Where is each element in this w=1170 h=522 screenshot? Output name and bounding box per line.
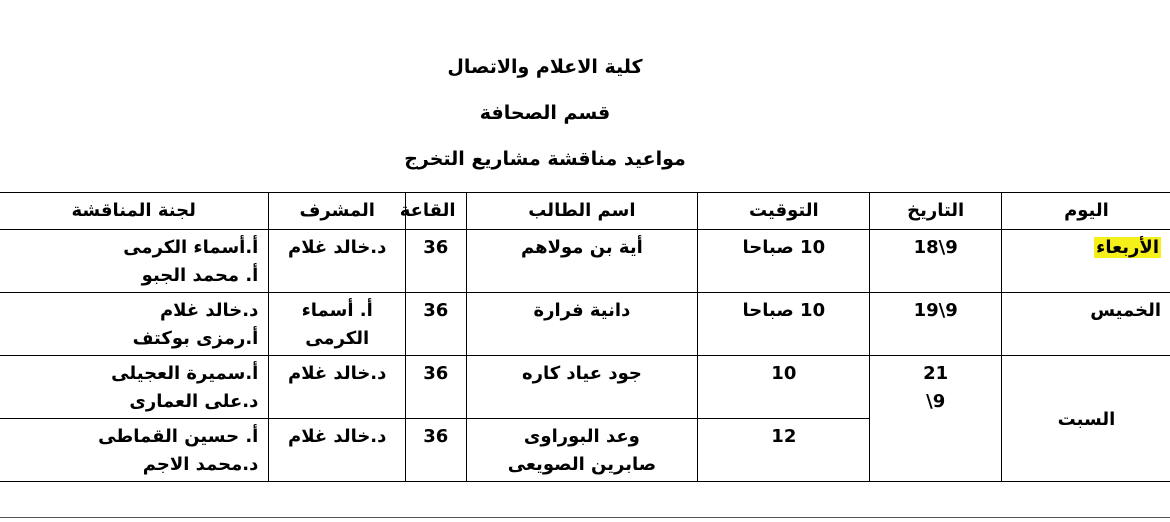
department-title: قسم الصحافة xyxy=(479,102,611,124)
committee-cell xyxy=(0,293,269,356)
student-name: وعد البوراوى xyxy=(523,426,640,447)
column-header-date: التاريخ xyxy=(870,193,1001,230)
time-cell: 10 صباحا xyxy=(698,230,870,293)
column-header-student: اسم الطالب xyxy=(466,193,698,230)
supervisor-cell: د.خالد غلام xyxy=(269,230,406,293)
time-cell: 12 xyxy=(698,419,870,482)
date-line: 21 xyxy=(923,363,949,384)
day-cell xyxy=(1001,230,1170,293)
faculty-title: كلية الاعلام والاتصال xyxy=(447,56,643,78)
column-header-committee: لجنة المناقشة xyxy=(0,193,269,230)
table-row xyxy=(0,230,1170,293)
supervisor-cell xyxy=(269,293,406,356)
committee-member: د.على العمارى xyxy=(129,391,259,412)
committee-member: د.محمد الاجم xyxy=(142,454,259,475)
supervisor-line: أ. أسماء xyxy=(301,300,373,321)
column-header-supervisor: المشرف xyxy=(269,193,406,230)
column-header-hall: القاعة xyxy=(406,193,467,230)
committee-member: أ.رمزى بوكتف xyxy=(132,328,259,349)
table-row xyxy=(0,293,1170,356)
time-cell: 10 صباحا xyxy=(698,293,870,356)
hall-cell: 36 xyxy=(406,293,467,356)
supervisor-cell: د.خالد غلام xyxy=(269,419,406,482)
committee-member: د.خالد غلام xyxy=(159,300,259,321)
date-cell: 9\19 xyxy=(870,293,1001,356)
schedule-table xyxy=(0,192,1170,482)
column-header-day: اليوم xyxy=(1001,193,1170,230)
table-header-row xyxy=(0,193,1170,230)
table-row xyxy=(0,356,1170,419)
page-divider xyxy=(0,517,1170,518)
date-cell: 9\18 xyxy=(870,230,1001,293)
highlighted-day: الأربعاء xyxy=(1096,237,1159,258)
committee-member: أ. محمد الجبو xyxy=(141,265,259,286)
hall-cell: 36 xyxy=(406,419,467,482)
column-header-time: التوقيت xyxy=(698,193,870,230)
day-cell: السبت xyxy=(1001,356,1170,482)
document-title: مواعيد مناقشة مشاريع التخرج xyxy=(404,148,686,170)
student-cell xyxy=(466,419,698,482)
student-cell: دانية فرارة xyxy=(466,293,698,356)
day-cell: الخميس xyxy=(1001,293,1170,356)
hall-cell: 36 xyxy=(406,356,467,419)
time-cell: 10 xyxy=(698,356,870,419)
committee-cell xyxy=(0,230,269,293)
committee-cell xyxy=(0,419,269,482)
committee-member: أ.سميرة العجيلى xyxy=(111,363,259,384)
committee-cell xyxy=(0,356,269,419)
supervisor-cell: د.خالد غلام xyxy=(269,356,406,419)
supervisor-line: الكرمى xyxy=(305,328,370,349)
date-line: 9\ xyxy=(926,391,946,412)
student-cell: جود عياد كاره xyxy=(466,356,698,419)
committee-member: أ. حسين القماطى xyxy=(98,426,259,447)
date-cell xyxy=(870,356,1001,482)
committee-member: أ.أسماء الكرمى xyxy=(123,237,259,258)
student-cell: أية بن مولاهم xyxy=(466,230,698,293)
hall-cell: 36 xyxy=(406,230,467,293)
student-name: صابرين الصويعى xyxy=(507,454,657,475)
